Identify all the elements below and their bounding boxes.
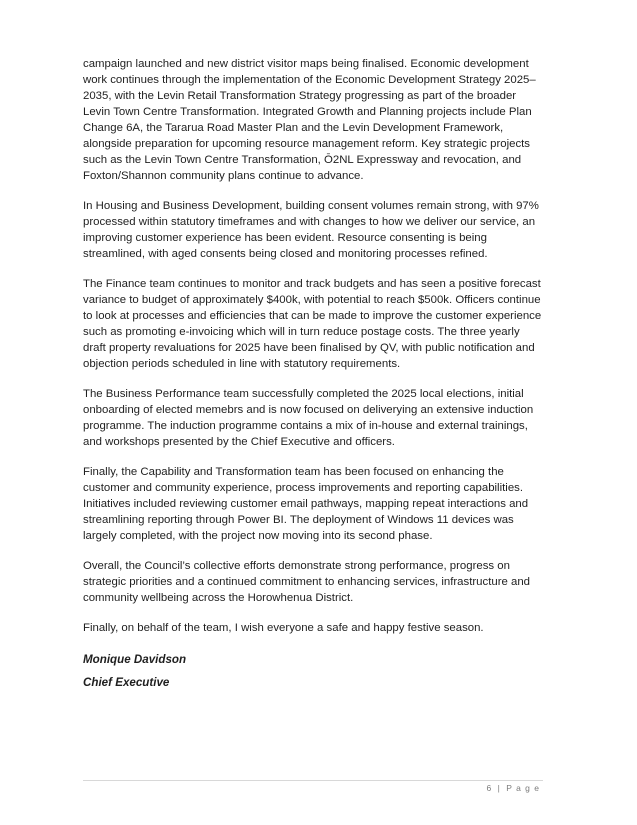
paragraph-overall: Overall, the Council’s collective efforts demonstrate strong performance, progress on strategic priorities and a continued commitment to enhancing services, infrastructure and community wellbeing across the Horowhenua District. — [83, 560, 530, 604]
footer-separator: | — [497, 783, 501, 793]
footer-divider — [83, 780, 543, 781]
signatory-title: Chief Executive — [83, 676, 170, 689]
paragraph-finance: The Finance team continues to monitor and track budgets and has seen a positive forecast variance to budget of approximately $400k, with potential to reach $500k. Officers continue to look at processes and efficiencies that can be made to improve the customer experience such as promoting e-invoicing which will in turn reduce postage costs. The three yearly draft property revaluations for 2025 have been finalised by QV, with public notification and objection periods scheduled in line with statutory requirements. — [83, 278, 542, 370]
page-footer — [400, 783, 540, 793]
paragraph-economic-development: campaign launched and new district visitor maps being finalised. Economic development work continues through the implementation of the Economic Development Strategy 2025–2035, with the Levin Retail Transformation Strategy progressing as part of the broader Levin Town Centre Transformation. Integrated Growth and Planning projects include Plan Change 6A, the Tararua Road Master Plan and the Levin Development Framework, alongside preparation for upcoming resource management reform. Key strategic projects such as the Levin Town Centre Transformation, Ō2NL Expressway and revocation, and Foxton/Shannon community plans continue to advance. — [83, 58, 536, 182]
paragraph-business-performance: The Business Performance team successfully completed the 2025 local elections, initial onboarding of elected memebrs and is now focused on deliverying an extensive induction programme. The induction programme contains a mix of in-house and external trainings, and workshops presented by the Chief Executive and officers. — [83, 388, 534, 448]
paragraph-housing-business: In Housing and Business Development, building consent volumes remain strong, with 97% processed within statutory timeframes and with changes to how we deliver our service, an improving customer experience has been evident. Resource consenting is being streamlined, with aged consents being closed and monitoring processes refined. — [83, 200, 539, 260]
paragraph-capability-transformation: Finally, the Capability and Transformation team has been focused on enhancing the customer and community experience, process improvements and reporting capabilities. Initiatives included reviewing customer email pathways, mapping repeat interactions and streamlining reporting through Power BI. The deployment of Windows 11 devices was largely completed, with the project now moving into its second phase. — [83, 466, 529, 542]
page-label: P a g e — [506, 783, 540, 793]
page-number: 6 — [486, 783, 493, 793]
paragraph-closing: Finally, on behalf of the team, I wish everyone a safe and happy festive season. — [83, 622, 484, 634]
signature-block — [83, 652, 383, 698]
body-text — [83, 56, 543, 650]
signatory-name: Monique Davidson — [83, 653, 187, 666]
